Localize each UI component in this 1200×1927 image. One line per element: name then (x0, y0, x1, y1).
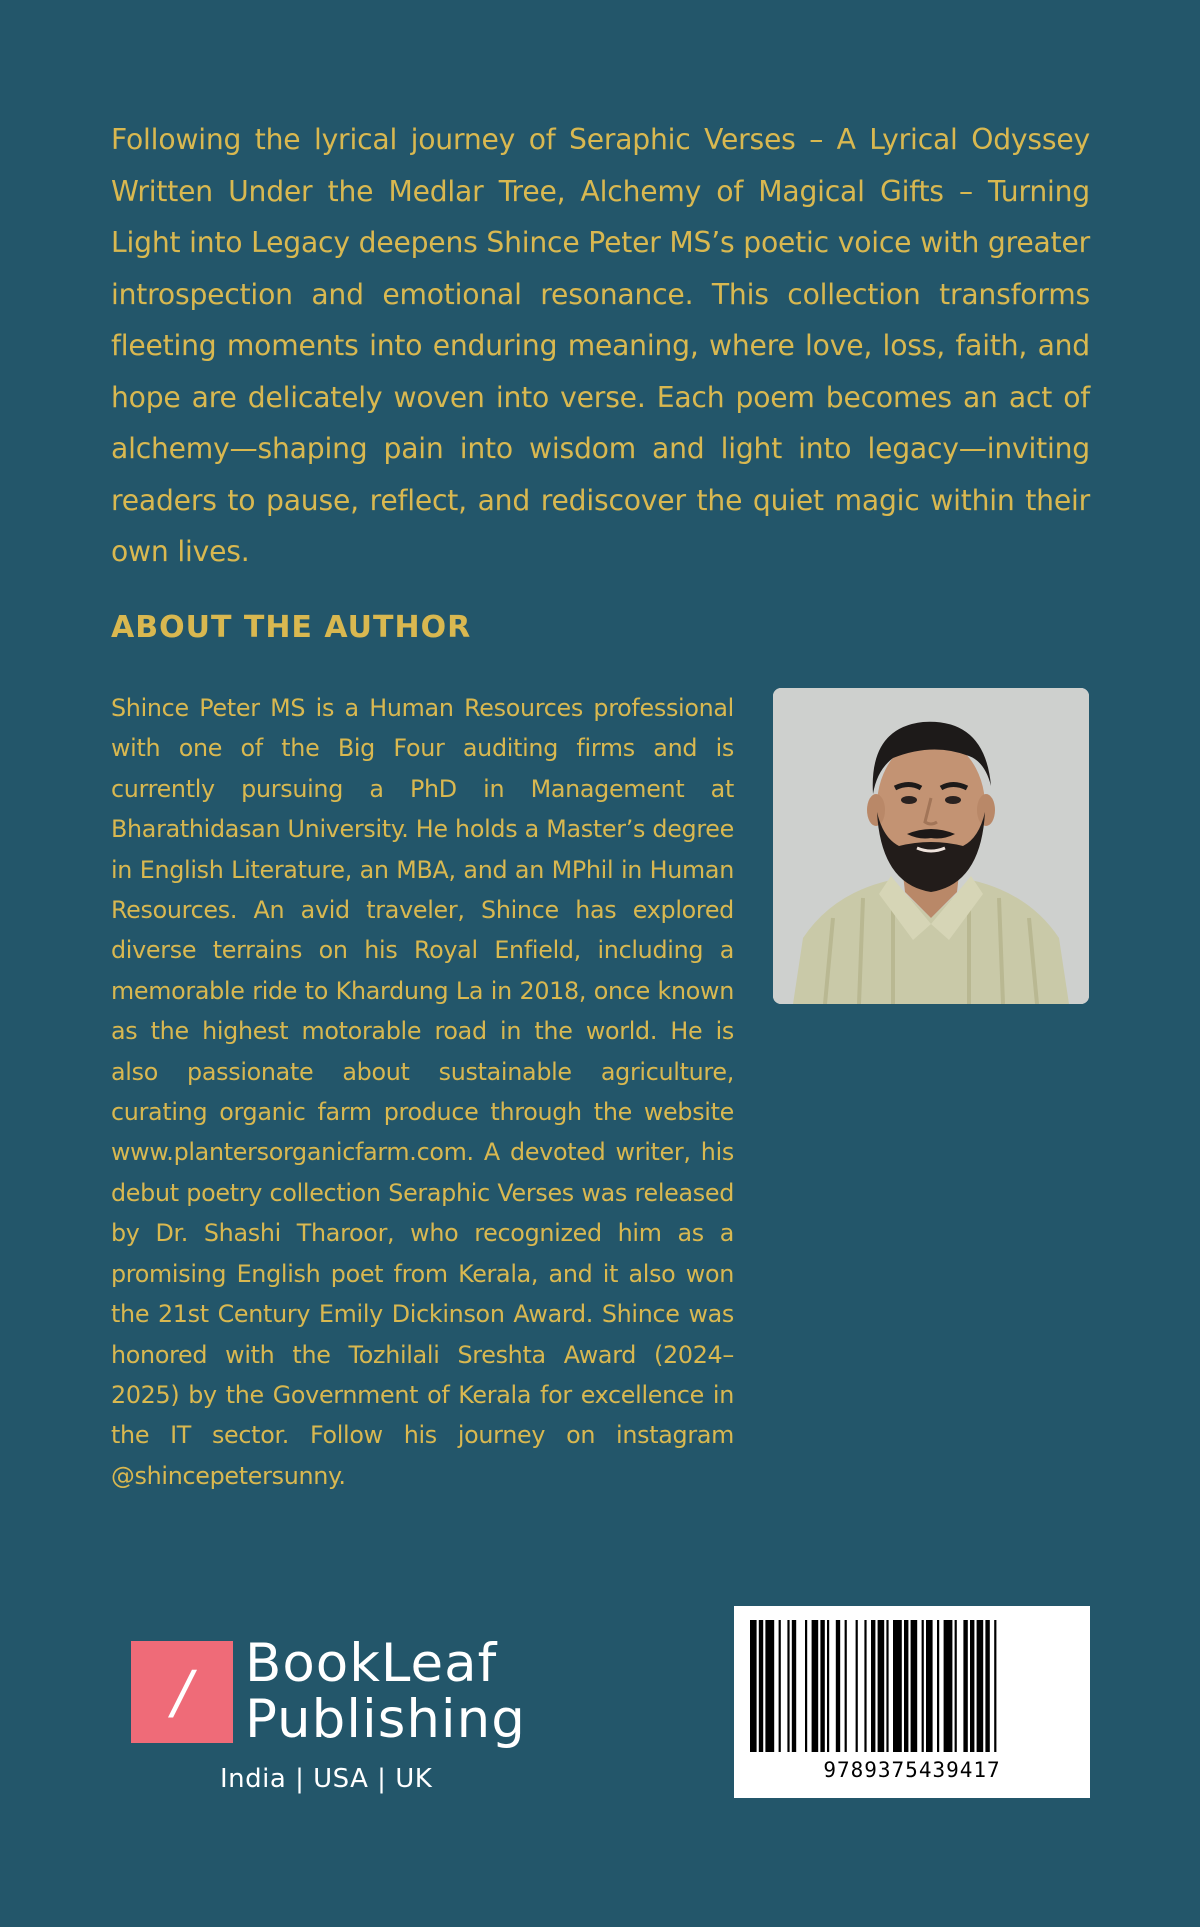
barcode-bars (748, 1620, 1076, 1752)
back-cover-blurb: Following the lyrical journey of Seraphic Verses – A Lyrical Odyssey Written Under the Medlar Tree, Alchemy of Magical Gifts – Turning Light into Legacy deepens Shince Peter MS’s poetic voice with greater introspection and emotional resonance. This collection transforms fleeting moments into enduring meaning, where love, loss, faith, and hope are delicately woven into verse. Each poem becomes an act of alchemy—shaping pain into wisdom and light into legacy—inviting readers to pause, reflect, and rediscover the quiet magic within their own lives. (111, 123, 1090, 568)
logo-slash-glyph: / (172, 1658, 192, 1726)
publisher-regions: India | USA | UK (220, 1764, 433, 1794)
author-photo (773, 688, 1089, 1004)
isbn-barcode (734, 1606, 1090, 1798)
author-bio: Shince Peter MS is a Human Resources professional with one of the Big Four auditing firms and is currently pursuing a PhD in Management at Bharathidasan University. He holds a Master’s degree in English Literature, an MBA, and an MPhil in Human Resources. An avid traveler, Shince has explored diverse terrains on his Royal Enfield, including a memorable ride to Khardung La in 2018, once known as the highest motorable road in the world. He is also passionate about sustainable agriculture, curating organic farm produce through the website www.plantersorganicfarm.com. A devoted writer, his debut poetry collection Seraphic Verses was released by Dr. Shashi Tharoor, who recognized him as a promising English poet from Kerala, and it also won the 21st Century Emily Dickinson Award. Shince was honored with the Tozhilali Sreshta Award (2024–2025) by the Government of Kerala for excellence in the IT sector. Follow his journey on instagram @shincepetersunny. (111, 694, 734, 1490)
about-author-heading: ABOUT THE AUTHOR (111, 610, 472, 645)
publisher-name-line1: BookLeaf (245, 1633, 498, 1694)
isbn-number: 9789375439417 (823, 1758, 1001, 1782)
publisher-name-line2: Publishing (245, 1689, 526, 1750)
bookleaf-logo-mark (131, 1641, 233, 1743)
